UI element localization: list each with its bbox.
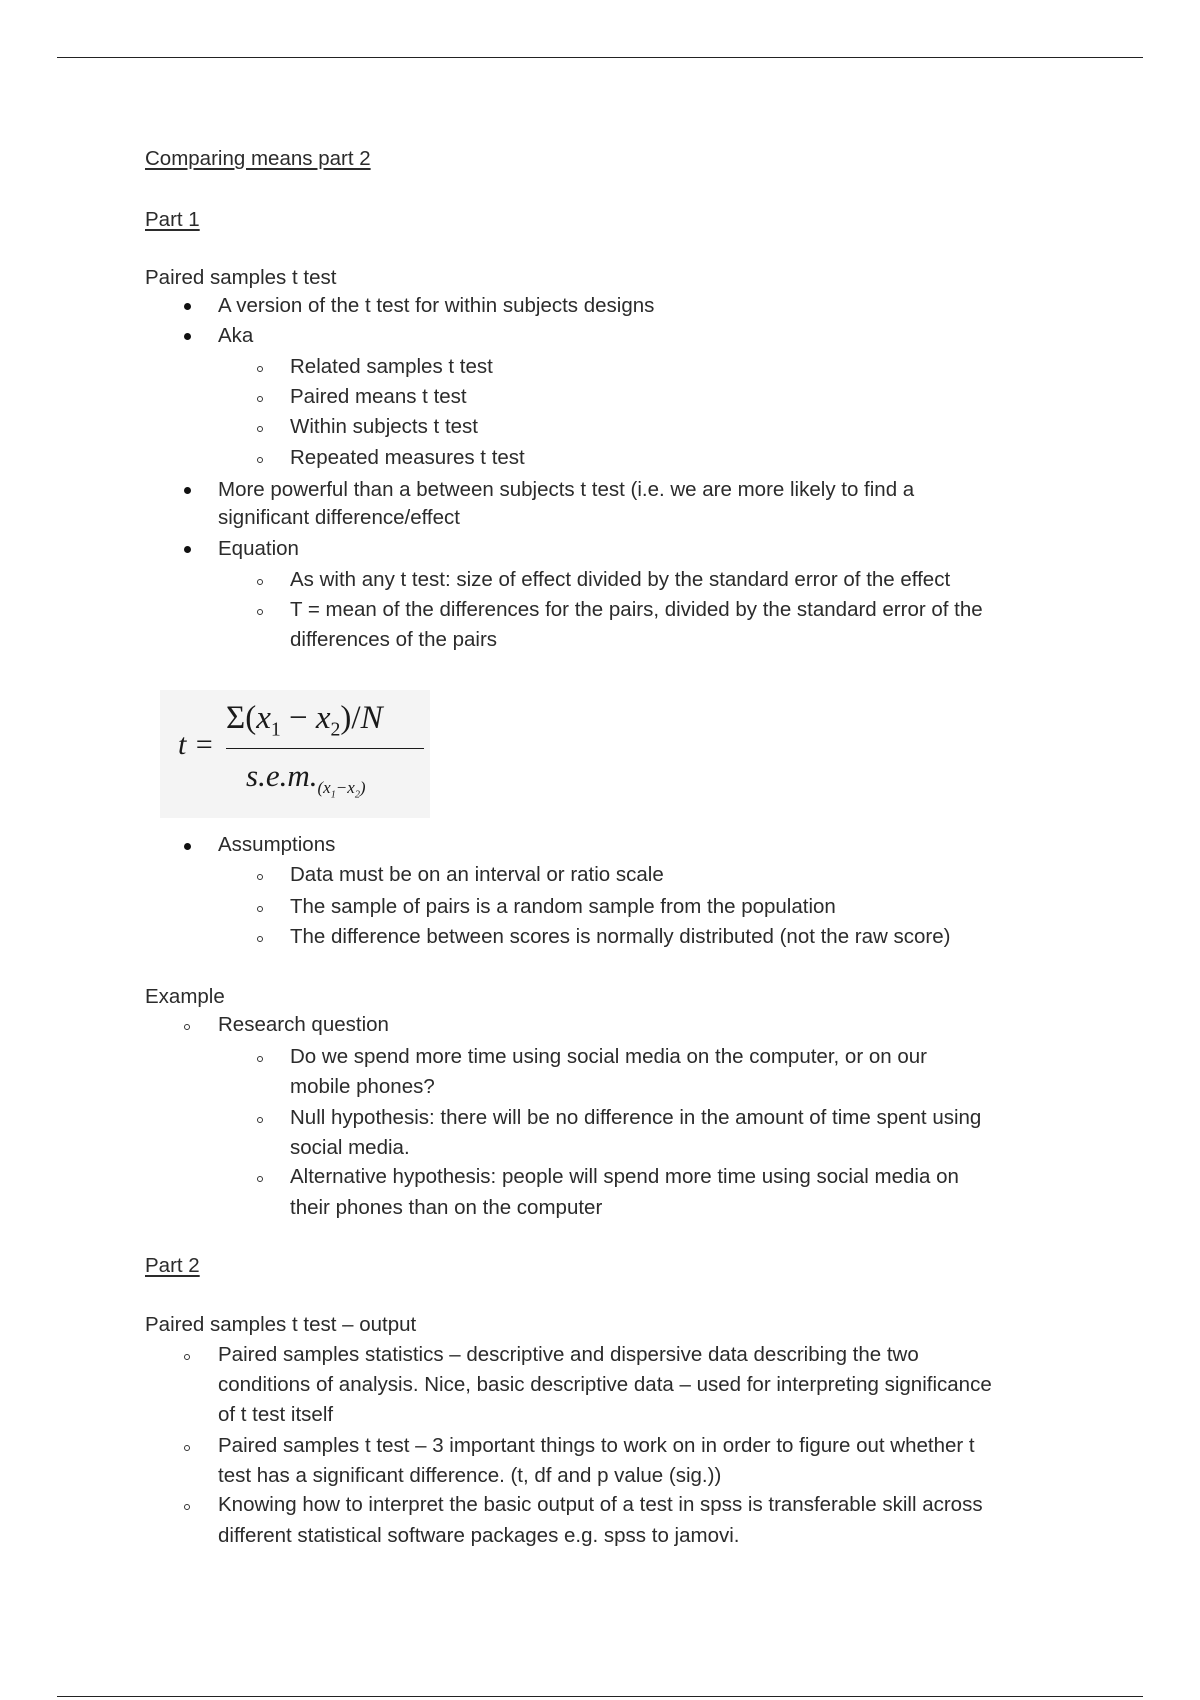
sub-bullet-circle [257, 1176, 263, 1182]
sub-bullet-circle [257, 426, 263, 432]
bullet-dot [184, 303, 191, 310]
sub-bullet-circle [257, 1117, 263, 1123]
sub-item: Within subjects t test [290, 415, 478, 438]
equation-denominator: $s.e.m._{(x_1-x_2)}$ [246, 758, 366, 801]
sub-bullet-circle [184, 1504, 190, 1510]
bullet-dot [184, 546, 191, 553]
sub-item: Paired means t test [290, 385, 467, 408]
equation-lhs: t = [178, 728, 215, 761]
output-item-continuation: of t test itself [218, 1403, 334, 1426]
equation-numerator: $\Sigma(x_1 - x_2)/N$ [226, 700, 383, 741]
sub-item: As with any t test: size of effect divided by the standard error of the effect [290, 568, 951, 591]
sub-item-continuation: mobile phones? [290, 1075, 435, 1098]
sub-bullet-circle [257, 906, 263, 912]
output-item-continuation: different statistical software packages e.g. spss to jamovi. [218, 1524, 740, 1547]
equation-fraction-bar [226, 748, 424, 749]
part1-section-title: Paired samples t test [145, 266, 337, 289]
sub-item: The difference between scores is normally distributed (not the raw score) [290, 925, 951, 948]
bullet-item: Aka [218, 324, 254, 347]
bullet-dot [184, 843, 191, 850]
sub-item: Alternative hypothesis: people will spend more time using social media on [290, 1165, 959, 1188]
output-item: Paired samples statistics – descriptive and dispersive data describing the two [218, 1343, 919, 1366]
sub-item-continuation: their phones than on the computer [290, 1196, 603, 1219]
sub-item: Null hypothesis: there will be no difference in the amount of time spent using [290, 1106, 982, 1129]
sub-bullet-circle [257, 457, 263, 463]
sub-bullet-circle [257, 936, 263, 942]
sub-item: Repeated measures t test [290, 446, 525, 469]
part1-heading: Part 1 [145, 208, 200, 231]
bullet-item: Equation [218, 537, 299, 560]
output-item: Paired samples t test – 3 important things to work on in order to figure out whether t [218, 1434, 975, 1457]
sub-item: T = mean of the differences for the pairs, divided by the standard error of the [290, 598, 983, 621]
sub-bullet-circle [184, 1354, 190, 1360]
header-rule [57, 57, 1143, 58]
sub-bullet-circle [257, 396, 263, 402]
document-title: Comparing means part 2 [145, 147, 371, 170]
sub-bullet-circle [184, 1445, 190, 1451]
sub-bullet-circle [257, 1056, 263, 1062]
bullet-item: A version of the t test for within subjects designs [218, 294, 655, 317]
sub-item-continuation: differences of the pairs [290, 628, 498, 651]
sub-item: Do we spend more time using social media on the computer, or on our [290, 1045, 927, 1068]
output-item-continuation: conditions of analysis. Nice, basic descriptive data – used for interpreting significance [218, 1373, 992, 1396]
output-item-continuation: test has a significant difference. (t, df and p value (sig.)) [218, 1464, 722, 1487]
bullet-item: Assumptions [218, 833, 336, 856]
sub-bullet-circle [184, 1024, 190, 1030]
bullet-continuation: significant difference/effect [218, 506, 460, 529]
sub-bullet-circle [257, 366, 263, 372]
sub-bullet-circle [257, 609, 263, 615]
sub-item: Data must be on an interval or ratio scale [290, 863, 664, 886]
research-question-label: Research question [218, 1013, 389, 1036]
output-item: Knowing how to interpret the basic output of a test in spss is transferable skill across [218, 1493, 983, 1516]
part2-section-title: Paired samples t test – output [145, 1313, 417, 1336]
sub-item-continuation: social media. [290, 1136, 410, 1159]
sub-bullet-circle [257, 579, 263, 585]
sub-item: The sample of pairs is a random sample from the population [290, 895, 836, 918]
bullet-dot [184, 487, 191, 494]
example-heading: Example [145, 985, 225, 1008]
footer-rule [57, 1696, 1143, 1697]
bullet-dot [184, 333, 191, 340]
sub-bullet-circle [257, 874, 263, 880]
sub-item: Related samples t test [290, 355, 493, 378]
part2-heading: Part 2 [145, 1254, 200, 1277]
bullet-item: More powerful than a between subjects t test (i.e. we are more likely to find a [218, 478, 915, 501]
